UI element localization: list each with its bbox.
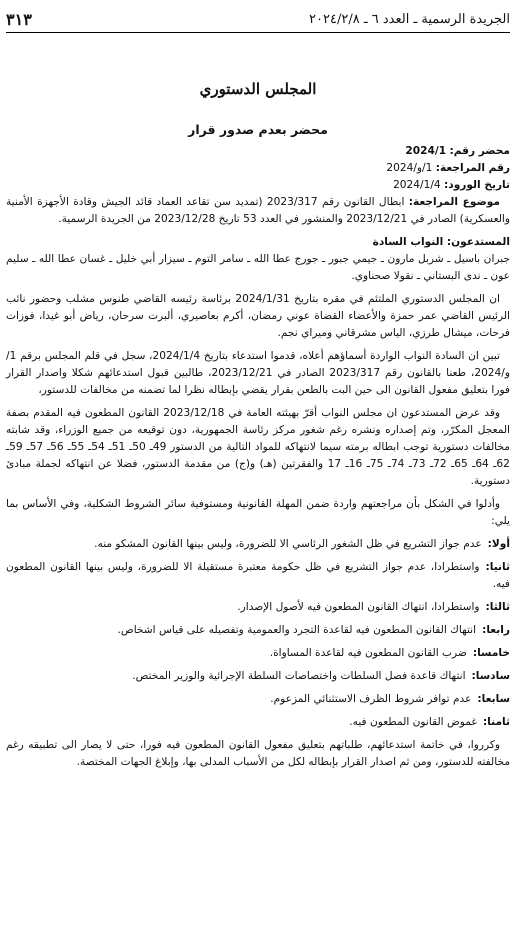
date-value: 2024/1/4 bbox=[393, 179, 441, 191]
petitioners-names: جبران باسيل ـ شربل مارون ـ جيمي جبور ـ جورج عطا الله ـ سامر التوم ـ سيزار أبي خليل ـ غسان عطا الله ـ سليم عون ـ ندى البستاني ـ نقولا صحناوي. bbox=[6, 253, 510, 282]
header-divider bbox=[6, 32, 510, 33]
ground-label: سادسا: bbox=[471, 670, 510, 682]
subject-label: موضوع المراجعة: bbox=[408, 196, 500, 208]
body-paragraph: ان المجلس الدستوري الملتئم في مقره بتاريخ 2024/1/31 برئاسة رئيسه القاضي طنوس مشلب وحضور نائب الرئيس القاضي عمر حمزة والأعضاء القضاة عوني رمضان، أكرم بعاصيري، ألبرت سرحان، رياض أبو غيدا، فوزات فرحات، ميشال طرزي، الياس مشرقاني وميراي نجم. bbox=[6, 293, 510, 339]
document-subtitle: محضر بعدم صدور قرار bbox=[188, 122, 328, 137]
reference-value: 1/و/2024 bbox=[386, 162, 433, 174]
ground-label: خامسا: bbox=[472, 647, 510, 659]
ground-label: رابعا: bbox=[482, 624, 510, 636]
petitioners-heading bbox=[6, 234, 510, 251]
ground-item bbox=[6, 622, 510, 639]
ground-text: انتهاك قاعدة فصل السلطات واختصاصات السلطة الإجرائية والوزير المختص. bbox=[132, 670, 466, 682]
ground-item bbox=[6, 645, 510, 662]
receipt-date bbox=[6, 177, 510, 194]
body-paragraph: وقد عرض المستدعون ان مجلس النواب أقرّ بهيئته العامة في 2023/12/18 القانون المطعون فيه المقدم بصفة المعجل المكرّر، وتم إصداره ونشره رغم شغور مركز رئاسة الجمهورية، دون توقيعه من جميع الوزراء، وقد شابته مخالفات دستورية توجب ابطاله برمته سيما لانتهاكه للمواد التالية من الدستور 49ـ 50ـ 51ـ 54ـ 55ـ 56ـ 57ـ 59ـ 62ـ 64ـ 65ـ 72ـ 73ـ 74ـ 75ـ 16ـ 17 والفقرتين (هـ) و(ج) من مقدمة الدستور، فضلا عن انتهاكه لجملة مبادئ دستورية. bbox=[6, 407, 510, 487]
ground-item bbox=[6, 599, 510, 616]
date-label: تاريخ الورود: bbox=[444, 179, 510, 191]
closing-paragraph: وكرروا، في خاتمة استدعائهم، طلباتهم بتعليق مفعول القانون المطعون فيه فورا، حتى لا يصار الى تطبيقه رغم مخالفته للدستور، ومن ثم اصدار القرار بإبطاله لكل من الأسباب المدلى بها، وإبلاغ الجهات المختصة. bbox=[6, 739, 510, 768]
ground-item bbox=[6, 714, 510, 731]
reference-label: رقم المراجعة: bbox=[435, 162, 510, 174]
ground-item bbox=[6, 691, 510, 708]
record-value: 2024/1 bbox=[405, 145, 447, 157]
page-header bbox=[6, 8, 510, 30]
ground-text: واستطرادا، انتهاك القانون المطعون فيه لأصول الإصدار. bbox=[237, 601, 480, 613]
document-body bbox=[6, 143, 510, 777]
ground-label: أولا: bbox=[487, 538, 510, 550]
subject-text: ابطال القانون رقم 2023/317 (تمديد سن تقاعد العماد قائد الجيش وقادة الأجهزة الأمنية والعسكرية) الصادر في 2023/12/21 والمنشور في العدد 53 تاريخ 2023/12/28 من الجريدة الرسمية. bbox=[6, 196, 510, 225]
gazette-reference: الجريدة الرسمية ـ العدد ٦ ـ ٢٠٢٤/٢/٨ bbox=[309, 11, 510, 27]
ground-label: ثالثا: bbox=[485, 601, 510, 613]
page-number: ٣١٣ bbox=[6, 9, 32, 29]
ground-text: ضرب القانون المطعون فيه لقاعدة المساواة. bbox=[269, 647, 467, 659]
petitioners-label: المستدعون: النواب السادة bbox=[372, 236, 510, 248]
ground-item bbox=[6, 559, 510, 593]
record-label: محضر رقم: bbox=[449, 145, 510, 157]
grounds-list bbox=[6, 536, 510, 731]
ground-text: عدم توافر شروط الظرف الاستثنائي المزعوم. bbox=[270, 693, 472, 705]
section-title: المجلس الدستوري bbox=[199, 80, 317, 98]
ground-text: واستطرادا، عدم جواز التشريع في ظل حكومة معتبرة مستقيلة الا للضرورة، وليس بينها القانون المطعون فيه. bbox=[6, 561, 510, 590]
ground-label: سابعا: bbox=[477, 693, 510, 705]
body-paragraph: وأدلوا في الشكل بأن مراجعتهم واردة ضمن المهلة القانونية ومستوفية سائر الشروط الشكلية، وفي الأساس بما يلي: bbox=[6, 498, 510, 527]
ground-item bbox=[6, 668, 510, 685]
subject-paragraph bbox=[6, 194, 510, 228]
ground-text: عدم جواز التشريع في ظل الشغور الرئاسي الا للضرورة، وليس بينها القانون المشكو منه. bbox=[94, 538, 482, 550]
ground-label: ثانيا: bbox=[485, 561, 510, 573]
ground-item bbox=[6, 536, 510, 553]
body-paragraph: تبين ان السادة النواب الواردة أسماؤهم أعلاه، قدموا استدعاء بتاريخ 2024/1/4، سجل في قلم المجلس برقم 1/و/2024، طعنا بالقانون رقم 2023/317 الصادر في 2023/12/21، طالبين قبول استدعائهم شكلا واصدار القرار فورا بتعليق مفعول القانون الى حين البت بالطعن بقرار يقضي بإبطاله نظرا لما تضمنه من مخالفات للدستور، bbox=[6, 350, 510, 396]
ground-label: ثامنا: bbox=[482, 716, 510, 728]
ground-text: غموض القانون المطعون فيه. bbox=[349, 716, 477, 728]
record-number bbox=[6, 143, 510, 160]
reference-number bbox=[6, 160, 510, 177]
ground-text: انتهاك القانون المطعون فيه لقاعدة التجرد والعمومية وتفصيله على قياس اشخاص. bbox=[117, 624, 477, 636]
